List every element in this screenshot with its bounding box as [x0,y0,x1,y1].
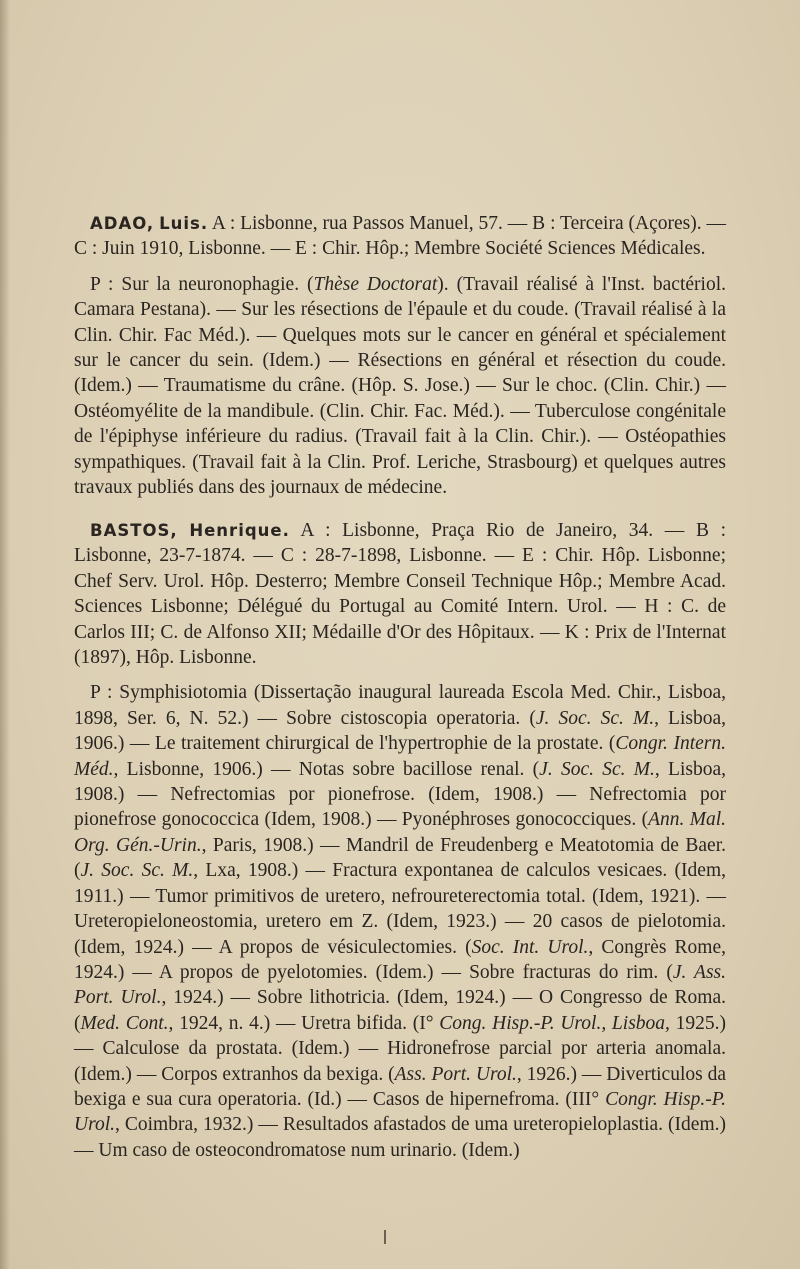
publication-text: , 1924, n. 4.) — Uretra bifida. (I° [168,1012,440,1034]
publication-text: , 1926.) — Diverticulos da bexiga e sua cura operatoria. (Id.) — Casos de hipernefroma. (III° [74,1063,726,1110]
journal-citation: Med. Cont. [80,1012,169,1034]
entry-bastos-bio-text: A : Lisbonne, Praça Rio de Janeiro, 34. — B : Lisbonne, 23-7-1874. — C : 28-7-1898, Lisbonne. — E : Chir. Hôp. Lisbonne; Chef Serv. Urol. Hôp. Desterro; Membre Conseil Technique Hôp.; Membre Acad. Sciences Lisbonne; Délégué du Portugal au Comité Intern. Urol. — H : C. de Carlos III; C. de Alfonso XII; Médaille d'Or des Hôpitaux. — K : Prix de l'Internat (1897), Hôp. Lisbonne. [74,520,726,669]
entry-adao-publications [74,272,726,501]
entry-bastos-bio [74,518,726,670]
publication-text: , 1924.) — Sobre lithotricia. (Idem, 1924.) — O Congresso de Roma. ( [74,987,726,1034]
entry-bastos [74,518,726,1163]
entry-bastos-surname: BASTOS, [90,521,178,540]
journal-citation: J. Soc. Sc. M. [539,758,655,780]
journal-citation: Congr. Intern. Méd. [74,733,726,780]
publication-text: , Lxa, 1908.) — Fractura expontanea de calculos vesicaes. (Idem, 1911.) — Tumor primitivos de uretero, nefroureterectomia total. (Idem, 1921). — Ureteropieloneostomia, uretero em Z. (Idem, 1923.) — 20 casos de pielotomia. (Idem, 1924.) — A propos de vésiculectomies. ( [74,860,726,958]
journal-citation: Congr. Hisp.-P. Urol. [74,1088,726,1136]
publication-text: , Coimbra, 1932.) — Resultados afastados de uma ureteropieloplastia. (Idem.) — Um caso de osteocondromatose num urinario. (Idem.) [74,1114,726,1161]
entry-adao-pub-prefix: P : Sur la neuronophagie. ( [90,273,314,295]
journal-citation: Soc. Int. Urol. [471,936,589,958]
page-spine-shadow [0,0,10,1269]
publication-text: , Lisboa, 1908.) — Nefrectomias por pionefrose. (Idem, 1908.) — Nefrectomia por pionefrose gonococcica (Idem, 1908.) — Pyonéphroses gonococciques. ( [74,758,726,831]
page-mark [384,1230,386,1244]
entry-bastos-publications [74,680,726,1163]
entry-adao-pub-rest: ). (Travail réalisé à l'Inst. bactériol. Camara Pestana). — Sur les résections de l'épaule et du coude. (Travail réalisé à la Clin. Chir. Fac Méd.). — Quelques mots sur le cancer en général et spécialement sur le cancer du sein. (Idem.) — Résections en général et résection du coude. (Idem.) — Traumatisme du crâne. (Hôp. S. Jose.) — Sur le choc. (Clin. Chir.) — Ostéomyélite de la mandibule. (Clin. Chir. Fac. Méd.). — Tuberculose congénitale de l'épiphyse inférieure du radius. (Travail fait à la Clin. Chir.). — Ostéopathies sympathiques. (Travail fait à la Clin. Prof. Leriche, Strasbourg) et quelques autres travaux publiés dans des journaux de médecine. [74,273,726,499]
entry-adao-pub-italic: Thèse Doctorat [313,273,438,295]
publication-text: P : Symphisiotomia (Dissertação inaugural laureada Escola Med. Chir., Lisboa, 1898, Ser. 6, N. 52.) — Sobre cistoscopia operatoria. ( [74,682,726,729]
entry-bastos-given: Henrique. [189,521,290,540]
publication-text: , Lisboa, 1906.) — Le traitement chirurgical de l'hypertrophie de la prostate. ( [74,707,726,755]
journal-citation: J. Soc. Sc. M. [80,860,194,882]
publication-text: , Paris, 1908.) — Mandril de Freudenberg e Meatotomia de Baer. ( [74,834,726,882]
entry-adao-given: Luis. [159,214,209,233]
entry-adao-bio [74,211,726,262]
journal-citation: Ass. Port. Urol. [394,1063,517,1085]
entry-adao-surname: ADAO, [90,214,155,233]
journal-citation: Cong. Hisp.-P. Urol., Lisboa, [439,1012,670,1034]
publication-text: 1925.) — Calculose da prostata. (Idem.) — Hidronefrose parcial por arteria anomala. (Idem.) — Corpos extranhos da bexiga. ( [74,1012,726,1085]
publication-text: , Lisbonne, 1906.) — Notas sobre bacillose renal. ( [113,758,540,780]
entry-adao-bio-text: A : Lisbonne, rua Passos Manuel, 57. — B : Terceira (Açores). — C : Juin 1910, Lisbonne. — E : Chir. Hôp.; Membre Société Sciences Médicales. [74,213,727,260]
journal-citation: J. Ass. Port. Urol. [74,961,726,1009]
journal-citation: J. Soc. Sc. M. [535,707,655,729]
journal-citation: Ann. Mal. Org. Gén.-Urin. [74,809,727,856]
entry-adao [74,211,726,500]
publication-text: , Congrès Rome, 1924.) — A propos de pyelotomies. (Idem.) — Sobre fracturas do rim. ( [74,936,726,983]
